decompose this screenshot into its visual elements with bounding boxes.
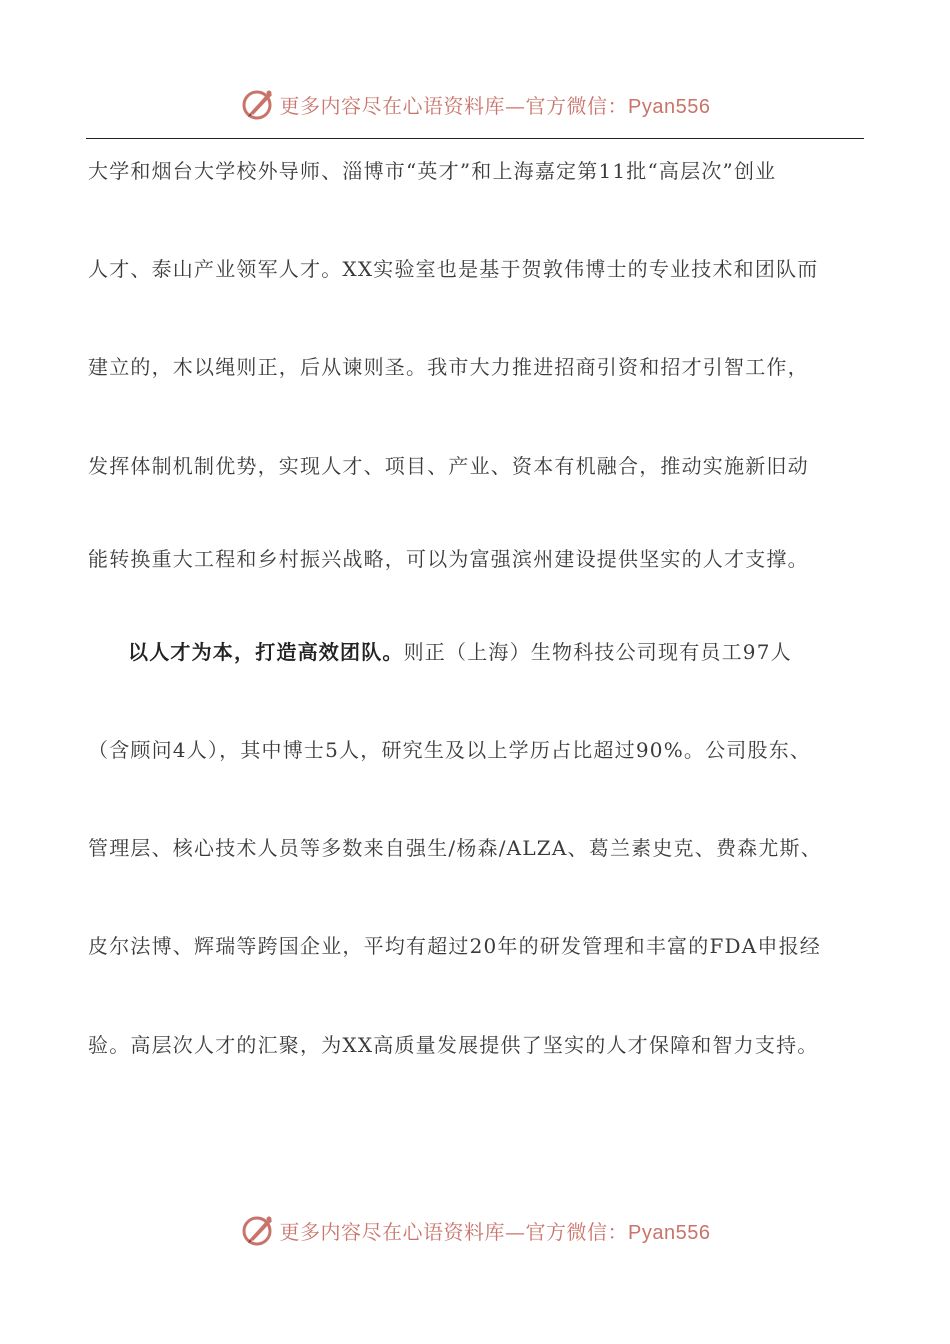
footer-separator: — — [505, 1219, 526, 1244]
paragraph-lead-line — [88, 603, 863, 701]
footer-wechat-id: Pyan556 — [628, 1221, 711, 1244]
page-header — [0, 82, 950, 126]
paragraph-lead-rest: 则正（上海）生物科技公司现有员工97人 — [403, 639, 792, 664]
footer-brand-name: 更多内容尽在心语资料库 — [279, 1219, 506, 1244]
header-wechat-label: 官方微信： — [525, 93, 629, 118]
paragraph-lead-heading: 以人才为本，打造高效团队。 — [128, 639, 404, 664]
text-line: 管理层、核心技术人员等多数来自强生/杨森/ALZA、葛兰素史克、费森尤斯、 — [88, 836, 822, 861]
header-separator: — — [505, 93, 526, 118]
text-line: 人才、泰山产业领军人才。XX实验室也是基于贺敦伟博士的专业技术和团队而 — [88, 257, 819, 282]
text-line: 验。高层次人才的汇聚，为XX高质量发展提供了坚实的人才保障和智力支持。 — [88, 1032, 819, 1057]
text-line: 建立的，木以绳则正，后从谏则圣。我市大力推进招商引资和招才引智工作， — [88, 355, 809, 380]
header-wechat-id: Pyan556 — [628, 95, 711, 118]
header-brand-text — [280, 90, 711, 119]
header-brand-name: 更多内容尽在心语资料库 — [279, 93, 506, 118]
document-body — [88, 122, 863, 1094]
footer-brand-text — [280, 1216, 711, 1245]
quill-pen-logo-icon — [240, 86, 276, 122]
text-line: 能转换重大工程和乡村振兴战略，可以为富强滨州建设提供坚实的人才支撑。 — [88, 546, 809, 571]
text-line: 大学和烟台大学校外导师、淄博市“英才”和上海嘉定第11批“高层次”创业 — [88, 159, 777, 183]
text-line: 发挥体制机制优势，实现人才、项目、产业、资本有机融合，推动实施新旧动 — [88, 453, 809, 478]
footer-wechat-label: 官方微信： — [525, 1219, 629, 1244]
text-line: （含顾问4人），其中博士5人，研究生及以上学历占比超过90%。公司股东、 — [88, 737, 812, 762]
quill-pen-logo-icon — [240, 1212, 276, 1248]
page-footer — [0, 1208, 950, 1252]
text-line: 皮尔法博、辉瑞等跨国企业，平均有超过20年的研发管理和丰富的FDA申报经 — [88, 934, 822, 959]
